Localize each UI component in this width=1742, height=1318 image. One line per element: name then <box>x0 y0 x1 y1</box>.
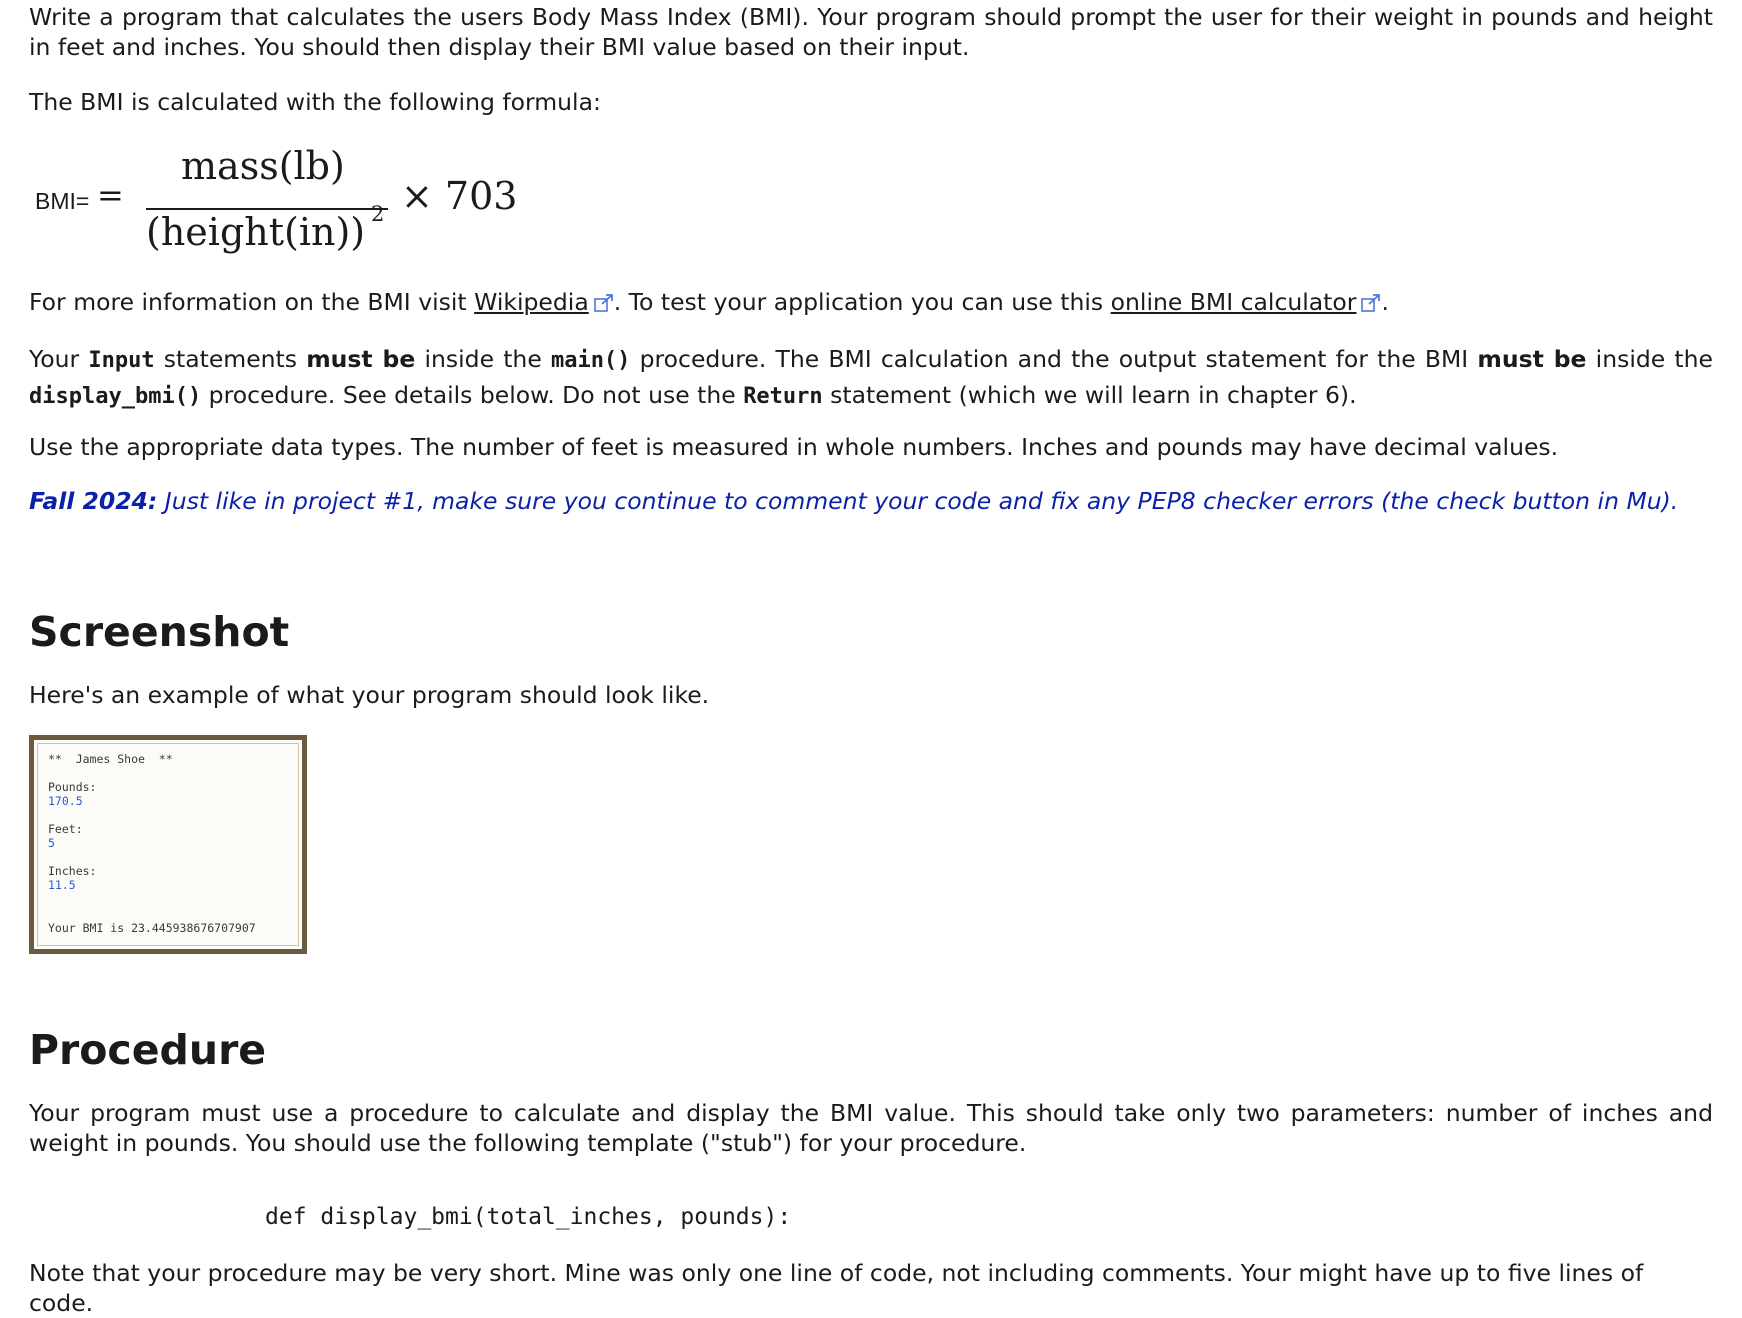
info-paragraph: For more information on the BMI visit Wikipedia . To test your application you can use this online BMI calculator . <box>29 288 1389 316</box>
procedure-note: Note that your procedure may be very short. Mine was only one line of code, not including comments. Your might have up to five lines of code. <box>29 1259 1644 1317</box>
formula-exponent: 2 <box>371 202 385 226</box>
external-link-icon <box>594 294 614 312</box>
procedure-paragraph: Your program must use a procedure to calculate and display the BMI value. This should take only two parameters: number of inches and weight in pounds. You should use the following template ("stub") for your procedure. <box>29 1099 1713 1157</box>
code-return: Return <box>743 384 823 409</box>
terminal-feet-label: Feet: <box>48 822 83 836</box>
terminal-bmi-result: Your BMI is 23.445938676707907 <box>48 921 256 935</box>
screenshot-heading: Screenshot <box>29 608 290 656</box>
formula-denominator: (height(in)) <box>146 210 366 254</box>
wikipedia-link[interactable]: Wikipedia <box>474 288 589 316</box>
bmi-calculator-link[interactable]: online BMI calculator <box>1110 288 1357 316</box>
formula-multiplier: × 703 <box>401 174 518 218</box>
code-input: Input <box>88 348 155 373</box>
formula-label: BMI= <box>35 188 90 214</box>
code-display-bmi: display_bmi() <box>29 384 202 409</box>
bmi-formula <box>29 140 529 260</box>
external-link-icon <box>1361 294 1381 312</box>
terminal-inches-value: 11.5 <box>48 878 76 892</box>
terminal-pounds-label: Pounds: <box>48 780 97 794</box>
formula-numerator: mass(lb) <box>181 144 345 188</box>
formula-equals: = <box>97 176 124 214</box>
terminal-inches-label: Inches: <box>48 864 97 878</box>
terminal-feet-value: 5 <box>48 836 55 850</box>
intro-paragraph: Write a program that calculates the users Body Mass Index (BMI). Your program should prompt the user for their weight in pounds and height in feet and inches. You should then display their BMI value based on their input. <box>29 3 1713 61</box>
procedure-stub-code: def display_bmi(total_inches, pounds): <box>265 1204 792 1230</box>
formula-intro: The BMI is calculated with the following formula: <box>29 88 601 116</box>
rules-paragraph: Your Input statements must be inside the main() procedure. The BMI calculation and the output statement for the BMI must be inside the display_bmi() procedure. See details below. Do not use the Return statement (which we will learn in chapter 6). <box>29 345 1713 409</box>
terminal-header: ** James Shoe ** <box>48 752 173 766</box>
data-types-paragraph: Use the appropriate data types. The number of feet is measured in whole numbers. Inches and pounds may have decimal values. <box>29 433 1559 461</box>
code-main: main() <box>550 348 631 373</box>
program-screenshot <box>29 735 307 954</box>
terminal-pounds-value: 170.5 <box>48 794 83 808</box>
screenshot-caption: Here's an example of what your program should look like. <box>29 681 710 709</box>
procedure-heading: Procedure <box>29 1026 267 1074</box>
fall-2024-note: Fall 2024: Just like in project #1, make sure you continue to comment your code and fix any PEP8 checker errors (the check button in Mu). <box>29 487 1679 515</box>
